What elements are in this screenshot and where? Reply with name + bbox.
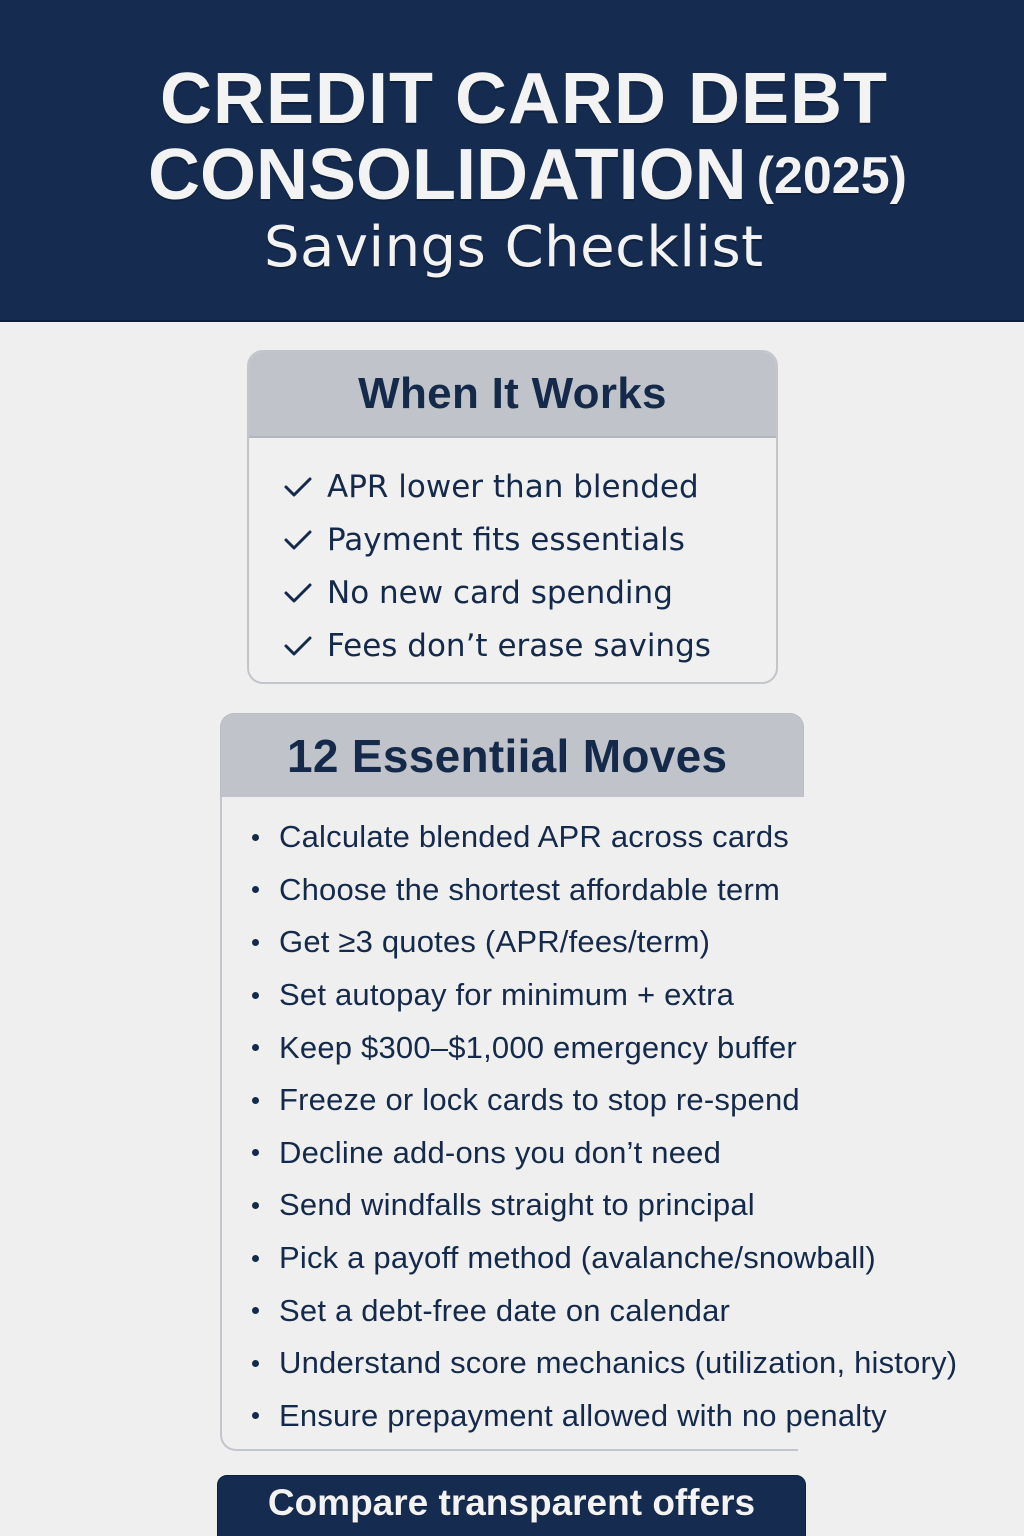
move-item	[252, 1179, 798, 1232]
move-item-label: Pick a payoff method (avalanche/snowball)	[279, 1240, 876, 1276]
move-item	[252, 1074, 798, 1127]
check-icon	[283, 634, 313, 658]
bullet-icon	[252, 886, 259, 893]
bullet-icon	[252, 1412, 259, 1419]
check-item-label: APR lower than blended	[327, 468, 699, 505]
bullet-icon	[252, 1202, 259, 1209]
move-item	[252, 1390, 887, 1443]
essential-moves-header	[220, 713, 804, 797]
bullet-icon	[252, 1044, 259, 1051]
bullet-icon	[252, 1097, 259, 1104]
check-icon	[283, 528, 313, 552]
page-subtitle: Savings Checklist	[264, 215, 764, 280]
move-item	[252, 811, 798, 864]
move-item-label: Calculate blended APR across cards	[279, 819, 789, 855]
move-item-label: Decline add-ons you don’t need	[279, 1134, 722, 1170]
page-title-line-1: CREDIT CARD DEBT	[160, 59, 888, 139]
check-item	[283, 566, 776, 619]
check-item	[283, 619, 776, 672]
move-item-label: Set a debt-free date on calendar	[279, 1292, 731, 1328]
when-it-works-header	[249, 352, 776, 438]
move-item-label: Send windfalls straight to principal	[279, 1187, 755, 1223]
essential-moves-list	[222, 797, 958, 1442]
page-title-year: (2025)	[756, 147, 907, 205]
bullet-icon	[252, 834, 259, 841]
move-item-label: Understand score mechanics (utilization, history)	[279, 1345, 958, 1381]
move-item	[252, 864, 798, 917]
bullet-icon	[252, 939, 259, 946]
page-title-line-2	[148, 134, 907, 216]
move-item-label: Get ≥3 quotes (APR/fees/term)	[279, 924, 711, 960]
check-icon	[283, 475, 313, 499]
when-it-works-title: When It Works	[358, 369, 667, 418]
bullet-icon	[252, 1307, 259, 1314]
essential-moves-title: 12 Essentiial Moves	[287, 729, 728, 782]
move-item-label: Freeze or lock cards to stop re-spend	[279, 1082, 800, 1118]
header-banner	[0, 0, 1024, 322]
move-item-label: Ensure prepayment allowed with no penalty	[279, 1397, 887, 1433]
move-item-label: Choose the shortest affordable term	[279, 871, 780, 907]
when-it-works-list	[249, 438, 776, 672]
move-item	[252, 1021, 798, 1074]
check-item	[283, 513, 776, 566]
when-it-works-card	[247, 350, 778, 684]
check-item	[283, 460, 776, 513]
check-item-label: No new card spending	[327, 574, 673, 611]
move-item	[252, 916, 798, 969]
page-title-main: CONSOLIDATION	[148, 135, 747, 215]
move-item	[252, 1337, 958, 1390]
essential-moves-card	[220, 713, 958, 1451]
bullet-icon	[252, 1255, 259, 1262]
move-item-label: Keep $300–$1,000 emergency buffer	[279, 1029, 797, 1065]
compare-offers-button[interactable]: Compare transparent offers	[217, 1475, 806, 1536]
check-item-label: Payment fits essentials	[327, 521, 685, 558]
move-item	[252, 1127, 798, 1180]
check-item-label: Fees don’t erase savings	[327, 627, 711, 664]
move-item-label: Set autopay for minimum + extra	[279, 977, 735, 1013]
bullet-icon	[252, 1360, 259, 1367]
move-item	[252, 969, 798, 1022]
move-item	[252, 1232, 876, 1285]
essential-moves-body	[220, 797, 958, 1451]
bullet-icon	[252, 992, 259, 999]
bullet-icon	[252, 1149, 259, 1156]
move-item	[252, 1284, 798, 1337]
check-icon	[283, 581, 313, 605]
